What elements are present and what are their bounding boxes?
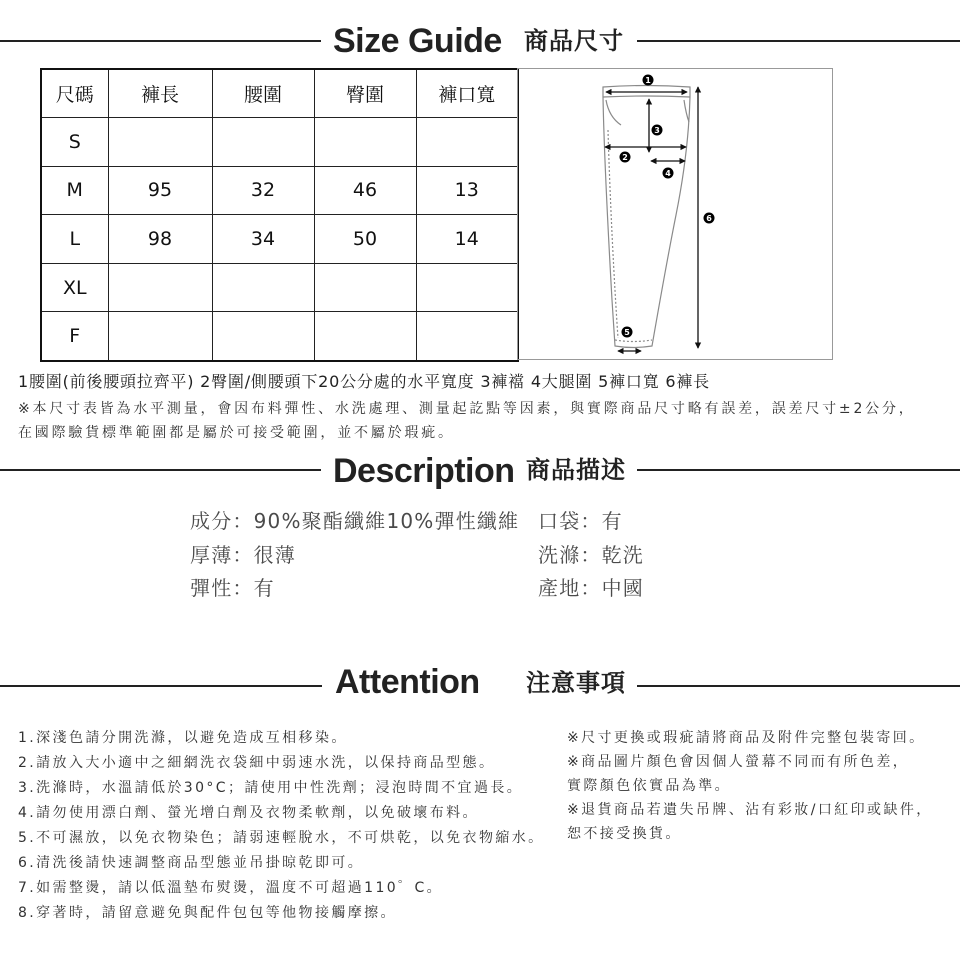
table-row	[41, 263, 518, 312]
policy-note-line: ※商品圖片顏色會因個人螢幕不同而有所色差，	[567, 754, 910, 770]
table-cell: 46	[314, 166, 416, 215]
description-left-column	[190, 505, 519, 606]
table-cell	[108, 312, 212, 361]
table-cell	[416, 312, 518, 361]
size-label: F	[41, 312, 108, 361]
table-cell	[314, 312, 416, 361]
size-label: L	[41, 215, 108, 264]
pants-icon	[603, 86, 690, 348]
spec-elasticity: 彈性：有	[190, 576, 275, 600]
size-label: XL	[41, 263, 108, 312]
pants-measurement-diagram	[517, 68, 833, 360]
table-cell: 13	[416, 166, 518, 215]
care-step: 5.不可濕放，以免衣物染色；請弱速輕脫水，不可烘乾，以免衣物縮水。	[18, 830, 545, 846]
size-disclaimer-line: ※本尺寸表皆為水平測量，會因布料彈性、水洗處理、測量起訖點等因素，與實際商品尺寸略有誤差，誤差尺寸±2公分，	[18, 401, 916, 417]
size-guide-rule-right	[637, 40, 960, 42]
table-cell	[108, 118, 212, 167]
table-cell: 34	[212, 215, 314, 264]
table-cell	[416, 118, 518, 167]
policy-note-line: ※尺寸更換或瑕疵請將商品及附件完整包裝寄回。	[567, 730, 926, 746]
table-row	[41, 118, 518, 167]
care-step: 8.穿著時，請留意避免與配件包包等他物接觸摩擦。	[18, 905, 397, 921]
table-cell	[212, 118, 314, 167]
marker-3-label: 3	[654, 126, 660, 135]
attention-title: Attention	[335, 663, 480, 701]
table-cell: 95	[108, 166, 212, 215]
size-label: M	[41, 166, 108, 215]
description-title-zh: 商品描述	[526, 456, 626, 484]
table-cell: 32	[212, 166, 314, 215]
marker-4-label: 4	[665, 169, 671, 178]
measurement-key: 1腰圍(前後腰頭拉齊平) 2臀圍/側腰頭下20公分處的水平寬度 3褲襠 4大腿圍 5褲口寬 6褲長	[18, 372, 710, 391]
care-step: 4.請勿使用漂白劑、螢光增白劑及衣物柔軟劑，以免破壞布料。	[18, 805, 479, 821]
table-row	[41, 166, 518, 215]
spec-thickness: 厚薄：很薄	[190, 542, 296, 567]
table-row	[41, 312, 518, 361]
care-step: 1.深淺色請分開洗滌，以避免造成互相移染。	[18, 730, 348, 746]
table-header-row	[41, 69, 518, 118]
description-rule-right	[637, 469, 960, 471]
table-cell	[314, 118, 416, 167]
spec-origin: 產地：中國	[538, 576, 644, 600]
header-hem-width: 褲口寬	[416, 69, 518, 118]
size-table	[40, 68, 519, 362]
header-size: 尺碼	[41, 69, 108, 118]
table-cell	[212, 312, 314, 361]
care-instructions-list	[18, 726, 545, 926]
policy-note-line: 恕不接受換貨。	[567, 826, 682, 842]
pants-diagram-svg	[517, 68, 833, 360]
pants-outline	[603, 86, 690, 348]
size-label: S	[41, 118, 108, 167]
size-disclaimer-line: 在國際驗貨標準範圍都是屬於可接受範圍，並不屬於瑕疵。	[18, 425, 455, 441]
description-rule-left	[0, 469, 321, 471]
table-cell: 50	[314, 215, 416, 264]
table-cell	[212, 263, 314, 312]
marker-2-label: 2	[622, 153, 628, 162]
care-step: 6.清洗後請快速調整商品型態並吊掛晾乾即可。	[18, 855, 365, 871]
header-hip: 臀圍	[314, 69, 416, 118]
policy-note-line: 實際顏色依實品為準。	[567, 778, 731, 794]
spec-washing: 洗滌：乾洗	[538, 542, 644, 567]
table-cell	[416, 263, 518, 312]
attention-rule-left	[0, 685, 322, 687]
description-right-column	[538, 505, 644, 606]
attention-title-zh: 注意事項	[526, 669, 626, 697]
header-waist: 腰圍	[212, 69, 314, 118]
marker-6-label: 6	[706, 214, 712, 223]
description-title: Description	[333, 452, 515, 490]
care-step: 7.如需整燙，請以低溫墊布熨燙，溫度不可超過110゜C。	[18, 880, 444, 896]
policy-note-line: ※退貨商品若遺失吊牌、沾有彩妝/口紅印或缺件，	[567, 802, 933, 818]
table-cell: 98	[108, 215, 212, 264]
table-cell	[108, 263, 212, 312]
table-cell: 14	[416, 215, 518, 264]
size-guide-title-zh: 商品尺寸	[524, 27, 624, 55]
care-step: 2.請放入大小適中之細網洗衣袋細中弱速水洗，以保持商品型態。	[18, 755, 496, 771]
size-disclaimer	[18, 397, 916, 445]
size-guide-title: Size Guide	[333, 22, 502, 60]
spec-pocket: 口袋：有	[538, 509, 623, 533]
header-pants-length: 褲長	[108, 69, 212, 118]
size-guide-rule-left	[0, 40, 321, 42]
table-row	[41, 215, 518, 264]
care-step: 3.洗滌時，水溫請低於30°C；請使用中性洗劑；浸泡時間不宜過長。	[18, 780, 524, 796]
spec-material: 成分：90%聚酯纖維10%彈性纖維	[190, 509, 520, 533]
table-cell	[314, 263, 416, 312]
marker-1-label: 1	[645, 76, 651, 85]
return-policy-notes	[567, 726, 933, 846]
marker-5-label: 5	[624, 328, 630, 337]
attention-rule-right	[637, 685, 960, 687]
